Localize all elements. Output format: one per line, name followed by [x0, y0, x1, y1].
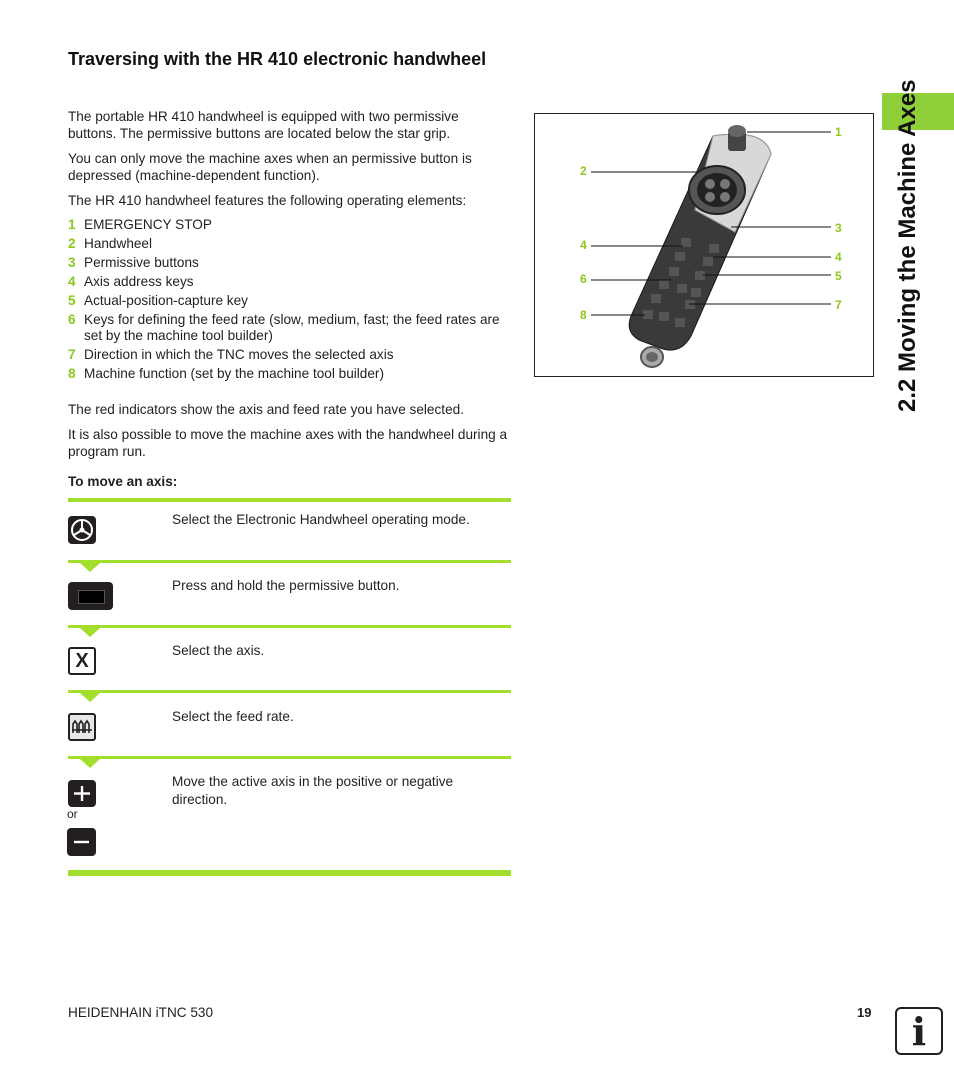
item-text: Direction in which the TNC moves the selected axis — [84, 347, 394, 362]
callout-label: 4 — [580, 238, 587, 252]
item-text: Machine function (set by the machine tool builder) — [84, 366, 384, 381]
plus-icon — [68, 780, 96, 807]
step-text: Select the feed rate. — [172, 709, 294, 724]
item-number: 7 — [68, 347, 76, 362]
intro-paragraph: The HR 410 handwheel features the following operating elements: — [68, 193, 467, 208]
step-divider — [68, 560, 511, 563]
list-item — [68, 255, 513, 271]
step-text: Select the axis. — [172, 643, 265, 658]
step-text: Press and hold the permissive button. — [172, 578, 400, 593]
list-item — [68, 293, 513, 309]
note-paragraph: The red indicators show the axis and feed rate you have selected. — [68, 402, 464, 417]
item-number: 1 — [68, 217, 76, 232]
list-item — [68, 217, 513, 233]
callout-label: 1 — [835, 125, 842, 139]
item-number: 5 — [68, 293, 76, 308]
list-item — [68, 274, 513, 290]
item-text: Keys for defining the feed rate (slow, medium, fast; the feed rates are set by the machine tool builder) — [84, 312, 500, 343]
callout-label: 2 — [580, 164, 587, 178]
feed-rate-icon — [70, 715, 94, 739]
list-item — [68, 236, 513, 252]
minus-direction-key[interactable] — [67, 828, 96, 856]
step-divider — [68, 498, 511, 502]
callout-label: 4 — [835, 250, 842, 264]
step-arrow-icon — [80, 759, 100, 768]
item-text: Handwheel — [84, 236, 153, 251]
callout-label: 3 — [835, 221, 842, 235]
item-text: Permissive buttons — [84, 255, 199, 270]
callout-label: 8 — [580, 308, 587, 322]
intro-paragraph: You can only move the machine axes when an permissive button is depressed (machine-dependent function). — [68, 151, 472, 183]
intro-paragraph: The portable HR 410 handwheel is equipped with two permissive buttons. The permissive buttons are located below the star grip. — [68, 109, 459, 141]
steering-wheel-icon — [68, 516, 96, 544]
info-icon-glyph: i — [911, 1009, 927, 1054]
minus-icon — [67, 828, 96, 856]
list-item — [68, 366, 513, 382]
item-text: EMERGENCY STOP — [84, 217, 212, 232]
step-text: Move the active axis in the positive or negative direction. — [172, 774, 454, 807]
step-arrow-icon — [80, 693, 100, 702]
procedure-heading: To move an axis: — [68, 474, 178, 489]
or-label: or — [67, 807, 78, 821]
operating-elements-list — [68, 217, 513, 385]
item-text: Actual-position-capture key — [84, 293, 248, 308]
feed-rate-key[interactable] — [68, 713, 96, 741]
callout-label: 5 — [835, 269, 842, 283]
axis-x-key[interactable]: X — [68, 647, 96, 675]
page-number: 19 — [857, 1005, 872, 1020]
info-icon — [895, 1007, 943, 1055]
note-paragraph: It is also possible to move the machine axes with the handwheel during a program run. — [68, 427, 508, 459]
plus-direction-key[interactable] — [68, 780, 96, 807]
item-number: 3 — [68, 255, 76, 270]
item-number: 8 — [68, 366, 76, 381]
handwheel-figure — [534, 113, 874, 377]
step-arrow-icon — [80, 628, 100, 637]
item-text: Axis address keys — [84, 274, 194, 289]
item-number: 6 — [68, 312, 76, 327]
step-divider — [68, 690, 511, 693]
section-title: Traversing with the HR 410 electronic handwheel — [68, 49, 487, 69]
permissive-button-key[interactable] — [68, 582, 113, 610]
list-item — [68, 347, 513, 363]
item-number: 2 — [68, 236, 76, 251]
chapter-side-title: 2.2 Moving the Machine Axes — [894, 79, 921, 412]
footer-product: HEIDENHAIN iTNC 530 — [68, 1005, 214, 1020]
step-text: Select the Electronic Handwheel operating mode. — [172, 512, 470, 527]
step-arrow-icon — [80, 563, 100, 572]
step-divider — [68, 625, 511, 628]
handwheel-mode-key[interactable] — [68, 516, 96, 544]
step-table-end — [68, 870, 511, 876]
callout-label: 7 — [835, 298, 842, 312]
step-divider — [68, 756, 511, 759]
button-face — [78, 590, 105, 604]
list-item — [68, 312, 513, 344]
callout-label: 6 — [580, 272, 587, 286]
item-number: 4 — [68, 274, 76, 289]
